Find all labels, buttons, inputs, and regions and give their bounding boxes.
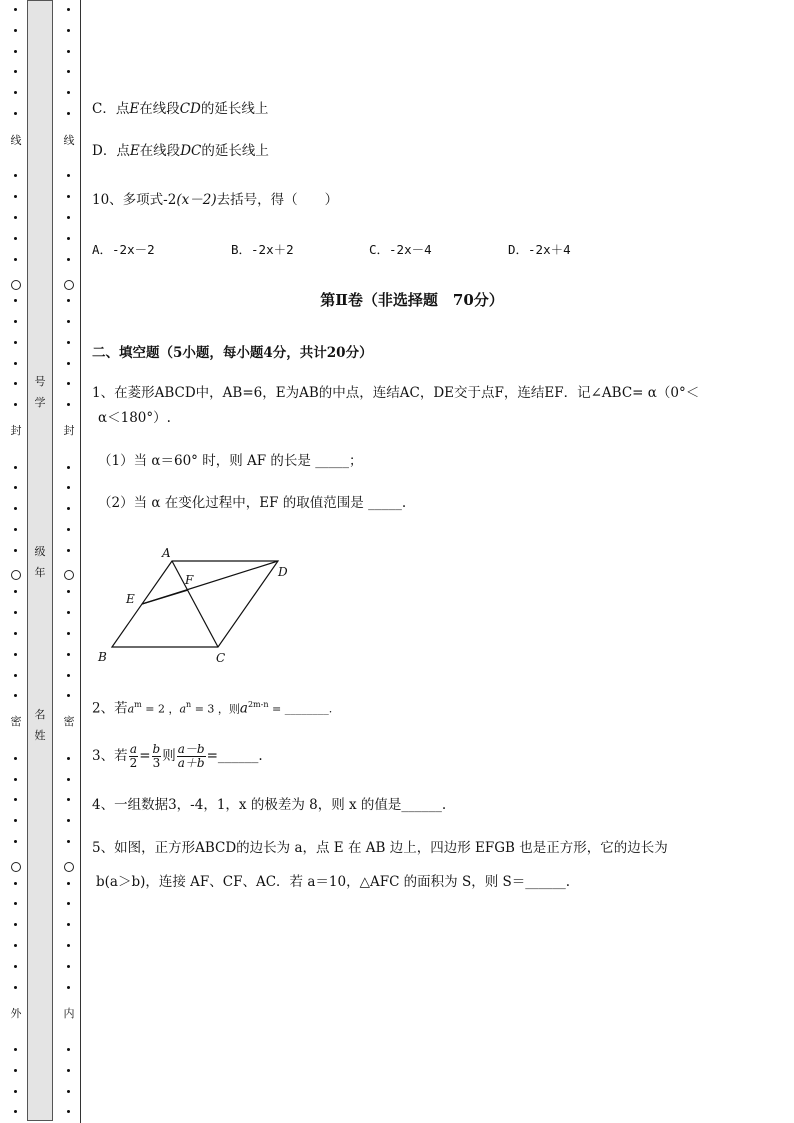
seal-dot	[67, 819, 70, 822]
seal-dot	[67, 778, 70, 781]
seal-dot	[14, 757, 17, 760]
seal-dot	[14, 216, 17, 219]
seal-dot	[14, 362, 17, 365]
seal-dot	[14, 486, 17, 489]
q3-fraction-2: $\frac{b}{3}$	[152, 742, 161, 770]
label-a: A	[162, 546, 171, 560]
seal-dot	[67, 1110, 70, 1113]
seal-dot	[14, 986, 17, 989]
binding-border-line	[80, 0, 81, 1123]
seal-dot	[67, 965, 70, 968]
q10-option-b: B．-2x＋2	[231, 242, 294, 257]
q10-option-a: A．-2x－2	[92, 242, 155, 257]
seal-circle	[11, 280, 21, 290]
seal-dot	[67, 1090, 70, 1093]
seal-dot	[14, 611, 17, 614]
seal-dot	[14, 819, 17, 822]
seal-dot	[14, 341, 17, 344]
seal-circle	[64, 570, 74, 580]
seal-dot	[67, 507, 70, 510]
seal-dot	[14, 29, 17, 32]
label-f: F	[185, 573, 194, 587]
seal-dot	[67, 174, 70, 177]
fill-q1-sub1: （1）当 α＝60° 时，则 AF 的长是 _____；	[98, 453, 363, 469]
seal-dot	[67, 590, 70, 593]
q10-option-c: C．-2x－4	[369, 242, 432, 257]
seal-dot	[67, 902, 70, 905]
seal-dot	[67, 486, 70, 489]
seal-dot	[67, 611, 70, 614]
seal-dot	[14, 507, 17, 510]
seal-dot	[14, 91, 17, 94]
seal-dot	[14, 174, 17, 177]
q10-options	[92, 240, 652, 260]
q10-stem: 10、多项式-2(x－2)去括号，得（ ）	[92, 192, 339, 208]
rhombus-figure	[92, 540, 302, 670]
seal-dot	[67, 549, 70, 552]
fill-q1-line1: 1、在菱形ABCD中，AB=6，E为AB的中点，连结AC，DE交于点F，连结EF．记∠ABC= α（0°＜	[92, 385, 700, 401]
label-d: D	[278, 565, 288, 579]
seal-dot	[67, 362, 70, 365]
seal-dot	[14, 923, 17, 926]
fill-q1-sub2: （2）当 α 在变化过程中，EF 的取值范围是 _____.	[98, 495, 407, 511]
seal-dot	[67, 320, 70, 323]
seal-dot	[14, 1048, 17, 1051]
seal-dot	[67, 757, 70, 760]
seal-dot	[67, 237, 70, 240]
q3-fraction-1: $\frac{a}{2}$	[129, 742, 138, 770]
part2-title: 第Ⅱ卷（非选择题 70分）	[320, 291, 504, 309]
seal-circle	[64, 862, 74, 872]
seal-dot	[14, 590, 17, 593]
seal-dot	[14, 840, 17, 843]
seal-char-xian: 线	[10, 134, 22, 147]
diagonal-ac	[172, 561, 218, 647]
seal-dot	[14, 320, 17, 323]
seal-dot	[14, 382, 17, 385]
seal-dot	[14, 778, 17, 781]
seal-dot	[14, 195, 17, 198]
seal-dot	[67, 216, 70, 219]
seal-char-xian: 线	[63, 134, 75, 147]
q9-option-c: C．点E在线段CD的延长线上	[92, 101, 269, 117]
seal-dot	[14, 653, 17, 656]
seal-dot	[14, 1069, 17, 1072]
student-name-label: 名 姓	[34, 708, 46, 742]
fill-q3: 3、若 $\frac{a}{2}$ = $\frac{b}{3}$ 则 $\frac{a-b}{a+b}$ =______.	[92, 742, 263, 770]
seal-dot	[14, 632, 17, 635]
seal-dot	[67, 382, 70, 385]
seal-dot	[67, 1048, 70, 1051]
seal-char-feng: 封	[10, 424, 22, 437]
q9-option-d: D．点E在线段DC的延长线上	[92, 143, 269, 159]
seal-char-mi: 密	[63, 715, 75, 728]
seal-dot	[14, 528, 17, 531]
seal-dot	[14, 1110, 17, 1113]
seal-char-wai: 外	[10, 1007, 22, 1020]
seal-dot	[67, 923, 70, 926]
seal-dot	[67, 798, 70, 801]
seal-dot	[67, 882, 70, 885]
seal-dot	[14, 674, 17, 677]
seal-char-nei: 内	[63, 1007, 75, 1020]
seal-dot	[14, 466, 17, 469]
seal-dot	[14, 403, 17, 406]
label-e: E	[126, 592, 135, 606]
seal-circle	[64, 280, 74, 290]
seal-dot	[67, 403, 70, 406]
seal-dot	[67, 528, 70, 531]
segment-ef	[142, 590, 188, 604]
label-b: B	[98, 650, 107, 664]
seal-dot	[67, 653, 70, 656]
seal-dot	[67, 70, 70, 73]
seal-dot	[67, 50, 70, 53]
seal-dot	[14, 70, 17, 73]
seal-dot	[14, 1090, 17, 1093]
seal-dot	[67, 466, 70, 469]
seal-dot	[14, 258, 17, 261]
seal-dot	[67, 840, 70, 843]
fill-q2: 2、若$a^m = 2$ ，$a^n = 3$ ，则$a^{2m-n}$ = ________.	[92, 700, 333, 717]
outer-seal-column	[9, 0, 23, 1123]
fill-q1-line2: α＜180°）.	[98, 410, 171, 426]
seal-dot	[67, 674, 70, 677]
seal-dot	[67, 694, 70, 697]
seal-char-feng: 封	[63, 424, 75, 437]
seal-dot	[67, 8, 70, 11]
seal-dot	[67, 632, 70, 635]
label-c: C	[216, 651, 226, 665]
seal-dot	[14, 694, 17, 697]
seal-dot	[67, 299, 70, 302]
seal-dot	[14, 112, 17, 115]
seal-dot	[14, 549, 17, 552]
fill-in-heading: 二、填空题（5小题，每小题4分，共计20分）	[92, 345, 373, 361]
seal-dot	[67, 341, 70, 344]
fill-q5-line1: 5、如图，正方形ABCD的边长为 a，点 E 在 AB 边上，四边形 EFGB 也是正方形，它的边长为	[92, 840, 668, 856]
seal-dot	[67, 986, 70, 989]
seal-dot	[14, 882, 17, 885]
seal-char-mi: 密	[10, 715, 22, 728]
seal-dot	[14, 902, 17, 905]
seal-circle	[11, 862, 21, 872]
seal-dot	[67, 112, 70, 115]
fill-q5-line2: b(a＞b)，连接 AF、CF、AC．若 a＝10，△AFC 的面积为 S，则 S＝______.	[96, 874, 571, 890]
seal-dot	[14, 50, 17, 53]
seal-dot	[67, 195, 70, 198]
seal-dot	[67, 29, 70, 32]
seal-dot	[67, 944, 70, 947]
seal-circle	[11, 570, 21, 580]
seal-dot	[14, 237, 17, 240]
seal-dot	[14, 8, 17, 11]
inner-seal-column	[62, 0, 76, 1123]
fill-q4: 4、一组数据3，-4，1，x 的极差为 8，则 x 的值是______.	[92, 797, 447, 813]
seal-dot	[67, 1069, 70, 1072]
student-number-label: 号 学	[34, 375, 46, 409]
seal-dot	[14, 944, 17, 947]
student-class-label: 级 年	[34, 545, 46, 579]
seal-dot	[67, 258, 70, 261]
seal-dot	[14, 299, 17, 302]
q10-option-d: D．-2x＋4	[508, 242, 571, 257]
q3-fraction-3: $\frac{a-b}{a+b}$	[177, 742, 205, 770]
seal-dot	[14, 798, 17, 801]
seal-dot	[67, 91, 70, 94]
seal-dot	[14, 965, 17, 968]
